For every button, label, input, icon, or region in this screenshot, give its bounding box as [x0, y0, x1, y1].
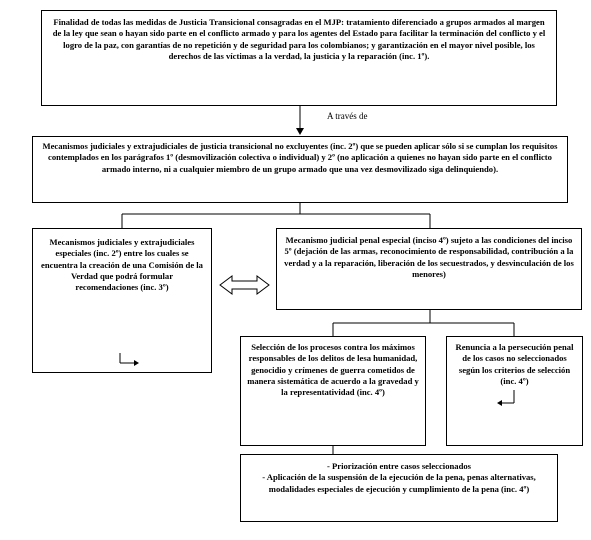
penal-mechanism-text: (inciso 4º) sujeto a las condiciones del inciso 5º (dejación de las armas, reconocimiento de responsabilidad, contribución a la verdad y a la reparación, liberación de los secuestrados, y desvinculación de los menores): [284, 235, 574, 280]
mechanisms-text: (inc. 2º) que se pueden aplicar sólo si se cumplan los requisitos contemplados en los parágrafos 1º (desmovilización colectiva o individual) y 2º (no aplicación a quienes no hayan sido parte en el conflicto armado interno, ni a cualquier miembro de un grupo armado que una vez desmovilizado siga delinquiendo).: [48, 141, 558, 174]
double-arrow-icon: [220, 276, 269, 294]
truth-commission: una Comisión de la Verdad: [70, 259, 203, 282]
selection-text: Selección de los procesos contra los máximos responsables de los delitos de lesa humanidad, genocidio y crímenes de guerra cometidos de manera sistemática de acuerdo a la gravedad y la representatividad (inc. 4º): [247, 342, 419, 398]
arrow-head: [296, 128, 304, 135]
renunciation-text: Renuncia a la persecución penal de los casos no seleccionados según los criterios de selección (inc. 4º): [455, 342, 574, 387]
bent-arrow-head: [497, 400, 502, 406]
special-mechanisms-text1: (inc. 2º) entre los cuales se encuentra la creación de: [41, 248, 189, 270]
goal-text: tratamiento diferenciado a grupos armados al margen de la ley que sean o hayan sido parte en el conflicto armado y para los agentes del Estado para facilitar la terminación del conflicto y el logro de la paz, con garantías de no repetición y de seguridad para los colombianos; y garantización en el mayor nivel posible, los derechos de las víctimas a la verdad, la justicia y la reparación (inc. 1º).: [52, 17, 546, 62]
special-mechanisms-title: Mecanismos judiciales y extrajudiciales especiales: [49, 237, 195, 259]
bent-arrow-head: [134, 360, 139, 366]
penal-mechanism-title: Mecanismo judicial penal especial: [285, 235, 411, 245]
prioritization-line1: - Priorización entre casos seleccionados: [327, 461, 471, 471]
special-mechanisms-text2: que podrá formular recomendaciones (inc. 3º): [75, 271, 174, 293]
prioritization-line2: - Aplicación de la suspensión de la ejecución de la pena, penas alternativas, modalidades especiales de ejecución y cumplimiento de la pena (inc. 4º): [262, 472, 536, 494]
mechanisms-title: Mecanismos judiciales y extrajudiciales de justicia transicional no excluyentes: [42, 141, 328, 151]
goal-title: Finalidad de todas las medidas de Justicia Transicional consagradas en el MJP:: [53, 17, 345, 27]
connector-label: A través de: [327, 111, 368, 121]
